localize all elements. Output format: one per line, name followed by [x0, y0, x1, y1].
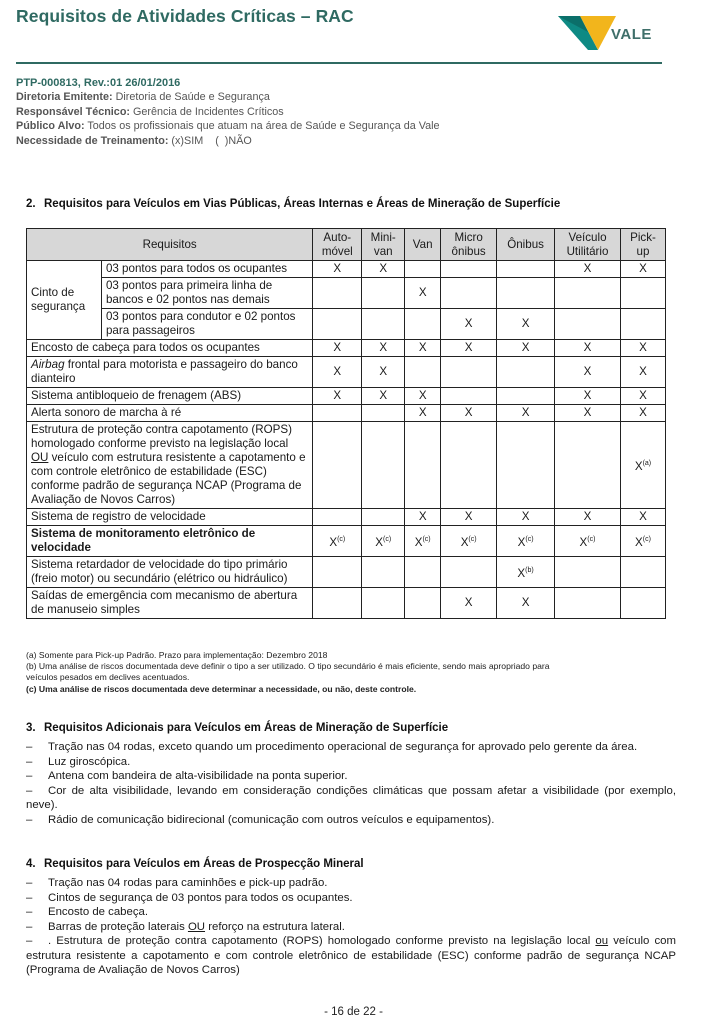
col-minivan: Mini- van [362, 229, 405, 261]
table-row: Sistema antibloqueio de frenagem (ABS) X X X X X [27, 388, 666, 405]
logo-text: VALE [611, 26, 652, 43]
list-item: – Cor de alta visibilidade, levando em consideração condições climáticas que possam afetar a visibilidade (por exemplo, neve). [26, 784, 676, 811]
meta-training: Necessidade de Treinamento: (x)SIM ( )NÃO [16, 134, 252, 147]
list-item: – Rádio de comunicação bidirecional (comunicação com outros veículos e equipamentos). [26, 813, 495, 826]
meta-audience: Público Alvo: Todos os profissionais que atuam na área de Saúde e Segurança da Vale [16, 120, 440, 133]
col-micro: Micro ônibus [441, 229, 497, 261]
col-onibus: Ônibus [497, 229, 555, 261]
table-row: Alerta sonoro de marcha à ré X X X X X [27, 405, 666, 422]
table-row: Sistema de monitoramento eletrônico de velocidade $X^{(c)}$ $X^{(c)}$ $X^{(c)}$ $X^{(c)}$ $X^{(c)}$ $X^{(c)}$ $X^{(c)}$ [27, 526, 666, 557]
list-item: – Tração nas 04 rodas para caminhões e pick-up padrão. [26, 877, 328, 889]
col-automovel: Auto- móvel [313, 229, 362, 261]
cinto-label: Cinto de segurança [27, 261, 102, 340]
table-notes: (a) Somente para Pick-up Padrão. Prazo para implementação: Dezembro 2018 (b) Uma análise de riscos documentada deve definir o tipo a ser utilizado. O tipo secundário é mais eficiente, sendo mais apropriado para veículos pesados em declives acentuados. (c) Uma análise de riscos documentada deve determinar a necessidade, ou não, deste controle. [26, 650, 550, 694]
page-title: Requisitos de Atividades Críticas – RAC [16, 6, 354, 26]
table-row: Airbag frontal para motorista e passageiro do banco dianteiro X X X X [27, 357, 666, 388]
list-item: – Antena com bandeira de alta-visibilidade na ponta superior. [26, 770, 348, 782]
col-utilitario: Veículo Utilitário [555, 229, 621, 261]
table-header-row [27, 229, 666, 261]
col-pickup: Pick- up [620, 229, 665, 261]
requirements-table [26, 228, 666, 619]
list-item: – Luz giroscópica. [26, 755, 131, 768]
section-3-heading: 3. Requisitos Adicionais para Veículos em Áreas de Mineração de Superfície [26, 722, 449, 734]
section-4-list [26, 876, 676, 978]
page-number: - 16 de 22 - [324, 1006, 383, 1018]
table-row: Sistema retardador de velocidade do tipo primário (freio motor) ou secundário (elétrico ou hidráulico) $X^{(b)}$ [27, 557, 666, 588]
table-row: 03 pontos para condutor e 02 pontos para passageiros X X [27, 309, 666, 340]
list-item: – . Estrutura de proteção contra capotamento (ROPS) homologado conforme previsto na legislação local ou veículo com estrutura resistente a capotamento e com controle eletrônico de estabilidade (ESC) conforme padrão de segurança NCAP (Programa de Avaliação de Novos Carros) [26, 935, 676, 976]
list-item: – Barras de proteção laterais OU reforço na estrutura lateral. [26, 920, 345, 933]
section-3-list [26, 740, 676, 827]
table-row: Cinto de segurança 03 pontos para todos os ocupantes X X X X [27, 261, 666, 278]
section-4-heading: 4. Requisitos para Veículos em Áreas de Prospecção Mineral [26, 858, 364, 870]
table-row: 03 pontos para primeira linha de bancos e 02 pontos nas demais X [27, 278, 666, 309]
document-meta [16, 76, 440, 148]
table-row: Sistema de registro de velocidade X X X X X [27, 509, 666, 526]
header-divider [16, 62, 662, 64]
meta-issuer: Diretoria Emitente: Diretoria de Saúde e Segurança [16, 91, 270, 104]
list-item: – Tração nas 04 rodas, exceto quando um procedimento operacional de segurança for aprovado pelo gerente da área. [26, 741, 638, 753]
col-requisitos: Requisitos [27, 229, 313, 261]
list-item: – Encosto de cabeça. [26, 906, 149, 918]
document-id: PTP-000813, Rev.:01 26/01/2016 [16, 77, 181, 89]
meta-tech: Responsável Técnico: Gerência de Incidentes Críticos [16, 105, 284, 118]
section-2-heading: 2. Requisitos para Veículos em Vias Públicas, Áreas Internas e Áreas de Mineração de Superfície [26, 198, 561, 210]
table-row: Estrutura de proteção contra capotamento (ROPS) homologado conforme previsto na legislação local OU veículo com estrutura resistente a capotamento e com controle eletrônico de estabilidade (ESC) conforme padrão de segurança NCAP (Programa de Avaliação de Novos Carros) $X^{(a)}$ [27, 422, 666, 509]
table-row: Encosto de cabeça para todos os ocupantes X X X X X X X [27, 340, 666, 357]
list-item: – Cintos de segurança de 03 pontos para todos os ocupantes. [26, 891, 353, 904]
col-van: Van [405, 229, 441, 261]
table-row: Saídas de emergência com mecanismo de abertura de manuseio simples X X [27, 588, 666, 619]
